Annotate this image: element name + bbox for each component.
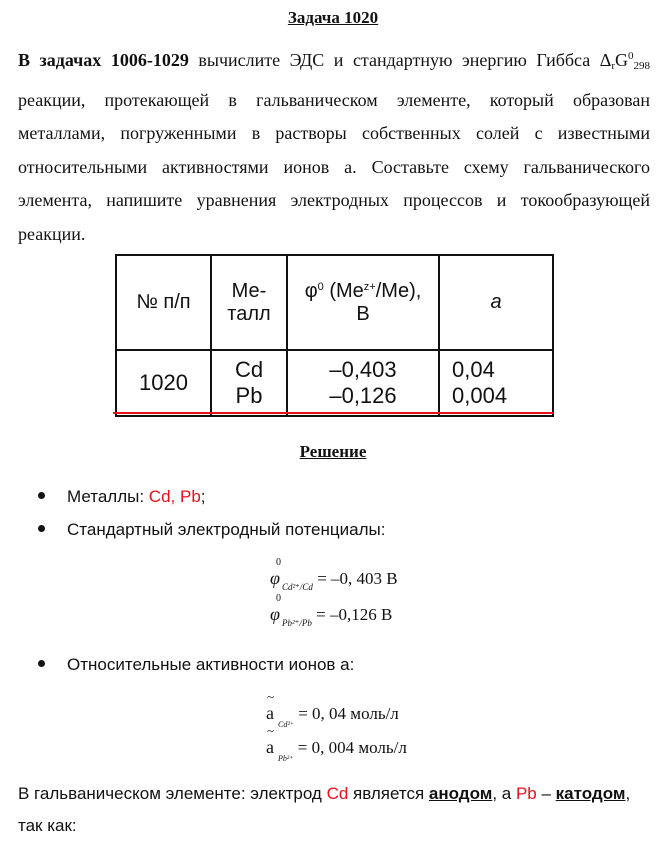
problem-statement bbox=[18, 40, 650, 251]
header-phi: φ bbox=[304, 279, 318, 302]
header-metal-line1: Ме- bbox=[231, 279, 267, 302]
gibbs-letter: G bbox=[615, 50, 628, 70]
gibbs-subscript: 298 bbox=[633, 60, 650, 72]
red-underline bbox=[113, 412, 554, 414]
cd-activity-subscript: Cd²⁺ bbox=[278, 720, 294, 729]
bullet-potentials bbox=[38, 520, 385, 540]
tilde-mark: ~ bbox=[267, 723, 275, 738]
statement-text-b: реакции, протекающей в гальваническом элементе, который образован металлами, погруженными в растворы собственных солей с известными относительными активностями ионов a. Составьте схему гальванического элемента, напишите уравнения электродных процессов и токообразующей реакции. bbox=[18, 89, 650, 244]
data-table bbox=[115, 254, 554, 417]
conclusion-part1: В гальваническом элементе: электрод bbox=[18, 784, 327, 803]
cd-potential-value: = –0, 403 В bbox=[317, 569, 398, 588]
anode-metal: Cd bbox=[326, 784, 349, 803]
activities-label: Относительные активности ионов а: bbox=[67, 655, 355, 674]
cell-metal-1: Cd bbox=[234, 357, 264, 382]
header-activity: a bbox=[439, 255, 553, 350]
phi-symbol bbox=[270, 557, 313, 592]
metals-label: Металлы: bbox=[67, 487, 149, 506]
phi-zero: 0 bbox=[276, 557, 281, 568]
bullet-dot-icon bbox=[38, 492, 45, 499]
phi-zero: 0 bbox=[276, 593, 281, 604]
cathode-metal: Pb bbox=[515, 784, 537, 803]
cell-activities bbox=[439, 350, 553, 416]
cell-metal-2: Pb bbox=[235, 383, 263, 408]
header-potential bbox=[287, 255, 439, 350]
solution-title: Решение bbox=[299, 442, 367, 461]
metals-value: Cd, Pb bbox=[148, 487, 201, 506]
table-header-row bbox=[116, 255, 553, 350]
formula-cd-potential bbox=[270, 557, 398, 593]
header-phi-charge: z+ bbox=[363, 280, 376, 293]
pb-potential-subscript: Pb²⁺/Pb bbox=[281, 618, 312, 628]
header-phi-me: (Me bbox=[323, 279, 364, 302]
pb-activity-subscript: Pb²⁺ bbox=[278, 754, 294, 763]
conclusion-part3: , а bbox=[492, 784, 516, 803]
cathode-word: катодом bbox=[555, 784, 626, 803]
header-phi-sup: 0 bbox=[317, 280, 324, 293]
bullet-metals bbox=[38, 487, 206, 507]
conclusion-text bbox=[18, 778, 650, 842]
a-letter: a bbox=[266, 703, 274, 723]
phi-letter: φ bbox=[270, 604, 280, 624]
formula-pb-potential bbox=[270, 593, 393, 629]
conclusion-part5: , так как: bbox=[18, 784, 631, 835]
phi-letter: φ bbox=[270, 568, 280, 588]
bullet-dot-icon bbox=[38, 525, 45, 532]
anode-word: анодом bbox=[428, 784, 493, 803]
pb-activity-value: = 0, 004 моль/л bbox=[297, 738, 407, 757]
header-number: № п/п bbox=[116, 255, 211, 350]
cell-activity-1: 0,04 bbox=[452, 357, 495, 382]
gibbs-superscript: 0 bbox=[628, 50, 634, 62]
cell-potential-2: –0,126 bbox=[329, 383, 397, 408]
header-phi-tail: /Me), bbox=[375, 279, 422, 302]
formula-cd-activity bbox=[266, 689, 399, 729]
delta-subscript: r bbox=[611, 60, 615, 72]
cell-activity-2: 0,004 bbox=[452, 383, 508, 408]
cell-potentials bbox=[287, 350, 439, 416]
cell-potential-1: –0,403 bbox=[329, 357, 397, 382]
header-metal bbox=[211, 255, 287, 350]
bullet-dot-icon bbox=[38, 660, 45, 667]
cell-number: 1020 bbox=[116, 350, 211, 416]
a-letter: a bbox=[266, 737, 274, 757]
statement-text-a: вычислите ЭДС и стандартную энергию Гиббса Δ bbox=[188, 50, 612, 70]
cd-potential-subscript: Cd²⁺/Cd bbox=[281, 582, 313, 592]
conclusion-part2: является bbox=[348, 784, 429, 803]
phi-symbol bbox=[270, 593, 312, 628]
cell-metals bbox=[211, 350, 287, 416]
cd-activity-value: = 0, 04 моль/л bbox=[298, 704, 399, 723]
problem-range: В задачах 1006-1029 bbox=[18, 50, 189, 70]
pb-potential-value: = –0,126 В bbox=[316, 605, 393, 624]
activity-symbol bbox=[266, 689, 294, 729]
potentials-label: Стандартный электродный потенциалы: bbox=[67, 520, 386, 539]
bullet-activities bbox=[38, 655, 354, 675]
conclusion-part4: – bbox=[536, 784, 556, 803]
header-phi-unit: В bbox=[356, 302, 370, 325]
tilde-mark: ~ bbox=[267, 689, 275, 704]
table-row bbox=[116, 350, 553, 416]
problem-title: Задача 1020 bbox=[287, 8, 379, 27]
metals-tail: ; bbox=[200, 487, 206, 506]
header-metal-line2: талл bbox=[227, 302, 271, 325]
